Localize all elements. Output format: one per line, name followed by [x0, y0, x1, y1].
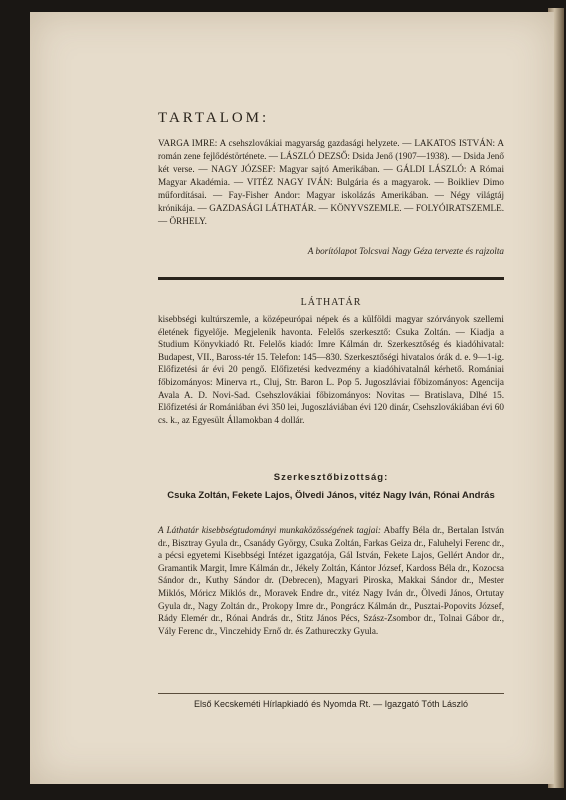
contents-item: GÁLDI LÁSZLÓ: A Római Magyar Akadémia. — [158, 164, 505, 187]
contents-item: Négy világtáj krónikája. — [158, 190, 504, 213]
collaborators-lead: A Láthatár kisebbségtudományi munkaközösségének tagjai: [158, 525, 381, 535]
contents-item: LAKATOS ISTVÁN: A román zene fejlődéstörténete. — [158, 138, 504, 161]
collaborators-paragraph [158, 524, 504, 637]
contents-item: NAGY JÓZSEF: Magyar sajtó Amerikában. — [211, 164, 397, 174]
contents-item: KÖNYVSZEMLE. — [330, 203, 416, 213]
contents-item: VARGA IMRE: A csehszlovákiai magyarság gazdasági helyzete. — [158, 138, 415, 148]
contents-item: Fay-Fisher Andor: Magyar iskolázás Amerikában. — [228, 190, 451, 200]
contents-item: FOLYÓIRATSZEMLE. — [158, 203, 505, 226]
cover-credit: A borítólapot Tolcsvai Nagy Géza tervezte és rajzolta [307, 246, 504, 256]
divider [158, 277, 504, 280]
contents-item: GAZDASÁGI LÁTHATÁR. — [209, 203, 331, 213]
editorial-board-title: Szerkesztőbizottság: [273, 472, 389, 483]
printer-imprint: Első Kecskeméti Hírlapkiadó és Nyomda Rt. — Igazgató Tóth László [194, 699, 468, 709]
contents-item: VITÉZ NAGY IVÁN: Bulgária és a magyarok. — [246, 177, 448, 187]
magazine-title: LÁTHATÁR [300, 297, 362, 308]
contents-title: TARTALOM: [158, 110, 270, 126]
editorial-board-members: Csuka Zoltán, Fekete Lajos, Ölvedi János, vitéz Nagy Iván, Rónai András [167, 490, 495, 501]
footer-divider [158, 693, 504, 694]
contents-item: Boikliev Dimo műfordításai. — [158, 177, 504, 200]
contents-item: ÖRHELY. [169, 216, 207, 226]
contents-list [158, 137, 504, 228]
magazine-info: kisebbségi kultúrszemle, a középeurópai népek és a külföldi magyar szórványok szellemi életének figyelője. Megjelenik havonta. Felelős szerkesztő: Csuka Zoltán. — Kiadja a Studium Könyvkiadó Rt. Felelős kiadó: Imre Kálmán dr. Szerkesztőség és kiadóhivatal: Budapest, VII., Baross-tér 15. Telefon: 145—830. Szerkesztőségi hivatalos órák d. e. 9—1-ig. Előfizetési ár évi 20 pengő. Előfizetési kedvezmény a kiadóhivatalnál kérhető. Romániai főbizományos: Minerva rt., Cluj, Str. Baron L. Pop 5. Jugoszláviai főbizományos: Agencija Avala A. D. Novi-Sad. Csehszlovákiai főbizományos: Novitas — Bratislava, Dlhé 15. Előfizetési ár Romániában évi 350 lei, Jugoszláviában évi 120 dinár, Csehszlovákiában évi 60 cs. k., az Egyesült Államokban 4 dollár. [158, 314, 504, 425]
contents-item: LÁSZLÓ DEZSŐ: Dsida Jenő (1907—1938). — Dsida Jenő két verse. — [158, 151, 504, 174]
collaborators-names: Abaffy Béla dr., Bertalan István dr., Bisztray Gyula dr., Csanády György, Csuka Zoltán, Farkas Geiza dr., Faluhelyi Ferenc dr., a pécsi egyetemi Kisebbségi Intézet igazgatója, Gál István, Fekete Lajos, Gellért Andor dr., Gramantik Margit, Imre Kálmán dr., Jékely Zoltán, Kántor József, Kardoss Béla dr., Kozocsa Sándor dr., Kuthy Sándor dr. (Debrecen), Magyari Piroska, Makkai Sándor dr., Mester Miklós, Móricz Miklós dr., Moravek Endre dr., vitéz Nagy Iván dr., Ölvedi János, Ortutay Gyula dr., Nagy Zoltán dr., Prokopy Imre dr., Pongrácz Kálmán dr., Pusztai-Popovits József, Rády Elemér dr., Rónai András dr., Stitz János Pécs, Szász-Zsombor dr., Tolnai Gábor dr., Vály Ferenc dr., Vinczehidy Ernő dr. és Zathureczky Gyula. [158, 525, 504, 636]
